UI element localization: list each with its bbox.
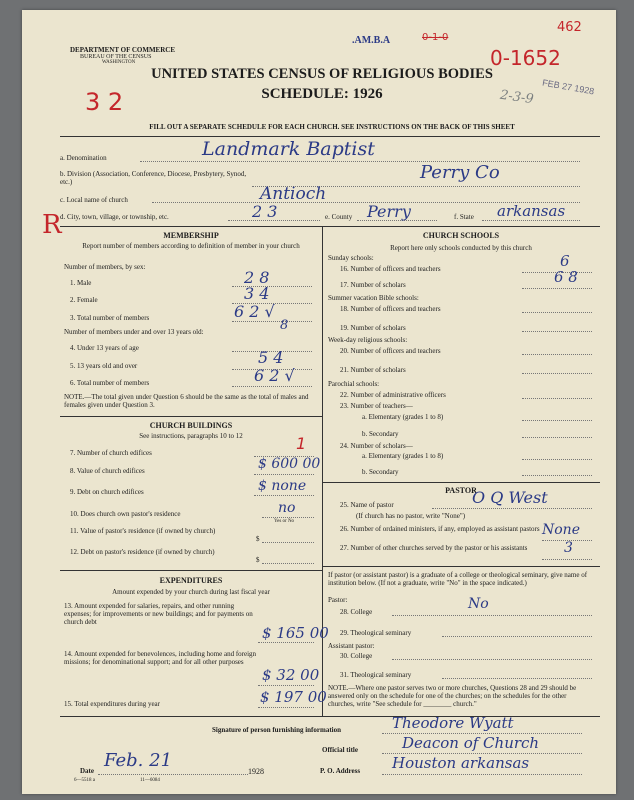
q24a-label: a. Elementary (grades 1 to 8) bbox=[362, 452, 444, 460]
bureau-label: BUREAU OF THE CENSUS bbox=[80, 54, 152, 60]
official-title-value: Deacon of Church bbox=[402, 734, 540, 752]
male-value: 2 8 bbox=[244, 268, 270, 287]
q27-value: 3 bbox=[564, 540, 573, 556]
form-number: 6—5518 a bbox=[74, 778, 95, 783]
date-value: Feb. 21 bbox=[104, 750, 173, 771]
pastor-title: PASTOR bbox=[445, 486, 477, 495]
female-label: 2. Female bbox=[70, 296, 98, 304]
buildings-subtitle: See instructions, paragraphs 10 to 12 bbox=[139, 432, 243, 440]
q23a-label: a. Elementary (grades 1 to 8) bbox=[362, 413, 444, 421]
membership-title: MEMBERSHIP bbox=[163, 231, 219, 240]
q17-label: 17. Number of scholars bbox=[340, 281, 406, 289]
state-label: f. State bbox=[454, 213, 474, 221]
q29-label: 29. Theological seminary bbox=[340, 629, 412, 637]
benevolences-label: 14. Amount expended for benevolences, including home and foreign missions; for denominational support; and for all other purposes bbox=[64, 650, 257, 666]
q24-label: 24. Number of scholars— bbox=[340, 442, 413, 450]
pastor-sublabel: Pastor: bbox=[328, 596, 348, 604]
edifices-value-amount: $ 600 00 bbox=[258, 456, 321, 472]
under-13-label: 4. Under 13 years of age bbox=[70, 344, 139, 352]
amba-stamp: .AM.B.A bbox=[352, 35, 391, 46]
form-number-2: 11—6084 bbox=[140, 778, 160, 783]
age-header-value: 8 bbox=[280, 318, 289, 333]
running-expenses-label: 13. Amount expended for salaries, repairs, and other running expenses; for improvements or new buildings; and for payments on church debt bbox=[64, 602, 253, 626]
po-address-label: P. O. Address bbox=[320, 767, 361, 775]
q19-label: 19. Number of scholars bbox=[340, 324, 406, 332]
form-title: UNITED STATES CENSUS OF RELIGIOUS BODIES bbox=[151, 66, 493, 82]
division-value: Perry Co bbox=[420, 162, 500, 183]
city-town-value: 2 3 bbox=[252, 202, 278, 221]
members-by-sex-label: Number of members, by sex: bbox=[64, 263, 146, 271]
official-title-label: Official title bbox=[322, 746, 358, 754]
residence-debt-label: 12. Debt on pastor's residence (if owned by church) bbox=[70, 548, 215, 556]
census-schedule-form bbox=[22, 10, 616, 794]
q26-value: None bbox=[542, 522, 580, 538]
over-13-value: 5 4 bbox=[258, 348, 284, 367]
q16-label: 16. Number of officers and teachers bbox=[340, 265, 441, 273]
yes-no-label: Yes or No bbox=[274, 519, 295, 524]
denomination-value: Landmark Baptist bbox=[202, 138, 375, 160]
date-year: 1928 bbox=[248, 767, 264, 776]
total-members-2-label: 6. Total number of members bbox=[70, 379, 150, 387]
code-239: 2-3-9 bbox=[499, 87, 535, 108]
schools-intro: Report here only schools conducted by this church bbox=[390, 244, 532, 252]
residence-value-dollar: $ bbox=[256, 535, 260, 543]
q23-label: 23. Number of teachers— bbox=[340, 402, 413, 410]
membership-note: NOTE.—The total given under Question 6 should be the same as the total of males and females given under Question 3. bbox=[64, 393, 309, 409]
q26-label: 26. Number of ordained ministers, if any, employed as assistant pastors bbox=[340, 525, 540, 533]
assistant-pastor-sublabel: Assistant pastor: bbox=[328, 642, 375, 650]
county-label: e. County bbox=[325, 213, 353, 221]
denomination-label: a. Denomination bbox=[60, 154, 107, 162]
total-expenditures-value: $ 197 00 bbox=[260, 688, 327, 706]
date-label: Date bbox=[80, 767, 94, 775]
code-010: 0-1-0 bbox=[422, 32, 449, 43]
signature-label: Signature of person furnishing information bbox=[212, 726, 341, 734]
city-town-label: d. City, town, village, or township, etc. bbox=[60, 213, 169, 221]
total-members-2-value: 6 2 √ bbox=[254, 366, 295, 385]
church-name-label: c. Local name of church bbox=[60, 196, 128, 204]
q28-label: 28. College bbox=[340, 608, 373, 616]
weekday-schools-label: Week-day religious schools: bbox=[328, 336, 408, 344]
q16-value: 6 bbox=[560, 252, 570, 270]
division-label: b. Division (Association, Conference, Diocese, Presbytery, Synod, etc.) bbox=[60, 170, 247, 186]
pastor-residence-value: no bbox=[278, 500, 296, 516]
edifices-count-label: 7. Number of church edifices bbox=[70, 449, 152, 457]
q25-note: (If church has no pastor, write "None") bbox=[356, 512, 466, 520]
summer-schools-label: Summer vacation Bible schools: bbox=[328, 294, 419, 302]
residence-debt-dollar: $ bbox=[256, 556, 260, 564]
county-value: Perry bbox=[367, 202, 411, 221]
code-01652: 0-1652 bbox=[490, 46, 561, 70]
parochial-schools-label: Parochial schools: bbox=[328, 380, 380, 388]
code-462: 462 bbox=[557, 20, 582, 35]
benevolences-value: $ 32 00 bbox=[262, 666, 320, 684]
sunday-schools-label: Sunday schools: bbox=[328, 254, 374, 262]
q23b-label: b. Secondary bbox=[362, 430, 399, 438]
q27-label: 27. Number of other churches served by the pastor or his assistants bbox=[340, 544, 528, 552]
total-members-label: 3. Total number of members bbox=[70, 314, 150, 322]
male-label: 1. Male bbox=[70, 279, 92, 287]
city-label: WASHINGTON bbox=[102, 60, 136, 65]
red-mark-32: 3 2 bbox=[85, 88, 124, 116]
female-value: 3 4 bbox=[244, 284, 270, 303]
q24b-label: b. Secondary bbox=[362, 468, 399, 476]
edifices-count-value: 1 bbox=[296, 434, 307, 453]
schools-title: CHURCH SCHOOLS bbox=[422, 231, 500, 240]
over-13-label: 5. 13 years old and over bbox=[70, 362, 138, 370]
form-subtitle: SCHEDULE: 1926 bbox=[261, 86, 383, 102]
signature-value: Theodore Wyatt bbox=[392, 714, 514, 732]
running-expenses-value: $ 165 00 bbox=[262, 624, 329, 642]
received-date-stamp: FEB 27 1928 bbox=[541, 77, 596, 97]
edifices-debt-label: 9. Debt on church edifices bbox=[70, 488, 144, 496]
q21-label: 21. Number of scholars bbox=[340, 366, 406, 374]
q22-label: 22. Number of administrative officers bbox=[340, 391, 446, 399]
residence-value-label: 11. Value of pastor's residence (if owned by church) bbox=[70, 527, 216, 535]
edifices-value-label: 8. Value of church edifices bbox=[70, 467, 145, 475]
q25-value: O Q West bbox=[472, 488, 548, 507]
q18-label: 18. Number of officers and teachers bbox=[340, 305, 441, 313]
expenditures-subtitle: Amount expended by your church during last fiscal year bbox=[112, 588, 270, 596]
q30-label: 30. College bbox=[340, 652, 373, 660]
church-name-value: Antioch bbox=[260, 184, 327, 204]
expenditures-title: EXPENDITURES bbox=[159, 576, 223, 585]
pastor-note: NOTE.—Where one pastor serves two or more churches, Questions 28 and 29 should be answered only on the schedule for one of the churches; on the schedules for the other churches, write "See schedule for ________ church." bbox=[328, 684, 577, 708]
total-members-value: 6 2 √ bbox=[234, 302, 275, 321]
q25-label: 25. Name of pastor bbox=[340, 501, 394, 509]
total-expenditures-label: 15. Total expenditures during year bbox=[64, 700, 160, 708]
pastor-residence-label: 10. Does church own pastor's residence bbox=[70, 510, 181, 518]
graduate-note: If pastor (or assistant pastor) is a graduate of a college or theological seminary, give name of institution below. (If not a graduate, write "No" in the space indicated.) bbox=[328, 571, 588, 587]
edifices-debt-amount: $ none bbox=[258, 478, 307, 494]
buildings-title: CHURCH BUILDINGS bbox=[149, 421, 233, 430]
state-value: arkansas bbox=[497, 202, 566, 220]
instruction-line: FILL OUT A SEPARATE SCHEDULE FOR EACH CHURCH. SEE INSTRUCTIONS ON THE BACK OF THIS SHEET bbox=[149, 123, 515, 131]
membership-intro: Report number of members according to definition of member in your church bbox=[82, 242, 300, 250]
department-label: DEPARTMENT OF COMMERCE bbox=[70, 46, 176, 54]
q20-label: 20. Number of officers and teachers bbox=[340, 347, 441, 355]
po-address-value: Houston arkansas bbox=[392, 754, 530, 772]
q28-value: No bbox=[468, 596, 489, 612]
age-header-label: Number of members under and over 13 years old: bbox=[64, 328, 204, 336]
q17-value: 6 8 bbox=[554, 268, 578, 286]
q31-label: 31. Theological seminary bbox=[340, 671, 412, 679]
red-mark-r: R bbox=[42, 210, 62, 240]
